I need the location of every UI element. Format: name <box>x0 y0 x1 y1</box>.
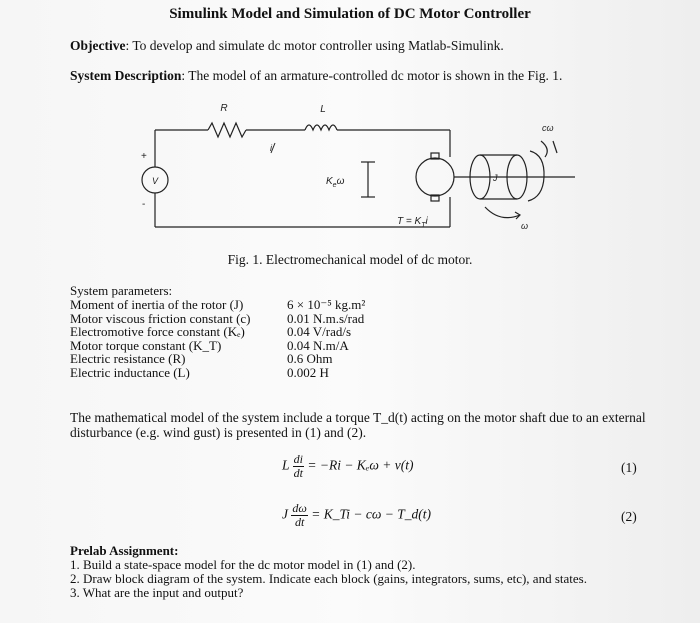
equation-1-lhs: L <box>282 457 290 473</box>
label-V: V <box>151 176 159 186</box>
prelab-item: 3. What are the input and output? <box>70 585 244 601</box>
equation-2-number: (2) <box>621 509 637 524</box>
inductor-symbol <box>305 125 337 130</box>
label-minus: - <box>142 199 146 210</box>
system-description-label: System Description <box>70 68 182 83</box>
equation-2-denominator: dt <box>294 515 305 529</box>
label-J: J <box>493 173 498 183</box>
equation-2-derivative <box>291 502 307 529</box>
objective-line <box>70 38 504 54</box>
system-description-line <box>70 68 562 84</box>
equation-2-lhs: J <box>282 506 288 522</box>
parameter-name-list <box>70 298 251 380</box>
label-omega: ω <box>521 221 529 231</box>
motor-circuit-figure <box>125 95 595 245</box>
parameter-name: Electric resistance (R) <box>70 351 186 367</box>
equation-2 <box>282 502 431 529</box>
label-R: R <box>220 103 228 114</box>
equation-2-numerator: dω <box>292 501 307 515</box>
parameter-name: Motor viscous friction constant (c) <box>70 310 251 326</box>
parameter-value: 0.04 N.m/A <box>287 337 349 353</box>
parameter-name: Motor torque constant (K_T) <box>70 337 222 353</box>
parameters-heading: System parameters: <box>70 283 173 298</box>
figure-caption: Fig. 1. Electromechanical model of dc motor. <box>227 252 473 267</box>
prelab-heading: Prelab Assignment: <box>70 543 179 558</box>
omega-arrow <box>485 207 520 218</box>
objective-text: : To develop and simulate dc motor controller using Matlab-Simulink. <box>125 38 504 53</box>
motor-symbol <box>416 158 454 196</box>
label-back-emf: $K_e\omega$ <box>326 176 345 189</box>
parameter-name: Electromotive force constant (Kₑ) <box>70 324 245 340</box>
prelab-item: 2. Draw block diagram of the system. Indicate each block (gains, integrators, sums, etc), and states. <box>70 571 587 587</box>
parameter-value: 0.01 N.m.s/rad <box>287 310 365 326</box>
model-text-line-1: The mathematical model of the system include a torque T_d(t) acting on the motor shaft due to an external <box>70 410 646 425</box>
equation-1-rhs: = −Ri − Kₑω + v(t) <box>307 457 414 473</box>
model-text-line-2: disturbance (e.g. wind gust) is presented in (1) and (2). <box>70 425 367 440</box>
resistor-symbol <box>208 123 246 137</box>
system-description-text: : The model of an armature-controlled dc motor is shown in the Fig. 1. <box>181 68 563 83</box>
parameter-name: Moment of inertia of the rotor (J) <box>70 297 244 312</box>
objective-label: Objective <box>70 38 126 53</box>
damper-symbol <box>528 151 544 201</box>
page-title: Simulink Model and Simulation of DC Motor Controller <box>169 6 531 22</box>
equation-1-numerator: di <box>293 452 303 466</box>
equation-1-denominator: dt <box>293 466 303 480</box>
equation-1-number: (1) <box>621 460 637 475</box>
label-L: L <box>320 104 326 115</box>
prelab-list <box>70 558 587 601</box>
prelab-item: 1. Build a state-space model for the dc motor model in (1) and (2). <box>70 557 416 572</box>
equation-1-derivative <box>293 453 304 480</box>
parameter-value-list <box>287 298 365 380</box>
equation-1 <box>282 453 413 480</box>
equation-2-rhs: = K_Ti − cω − T_d(t) <box>311 506 431 522</box>
label-c-omega: cω <box>542 123 554 133</box>
label-current: i <box>270 143 272 153</box>
parameter-value: 6 × 10⁻⁵ kg.m² <box>287 297 366 312</box>
parameter-value: 0.04 V/rad/s <box>287 324 352 340</box>
label-plus: + <box>141 151 147 162</box>
parameter-name: Electric inductance (L) <box>70 364 190 380</box>
parameter-value: 0.6 Ohm <box>287 351 333 367</box>
label-torque-equation: $T = K_Ti$ <box>397 216 428 229</box>
parameter-value: 0.002 H <box>287 364 329 380</box>
